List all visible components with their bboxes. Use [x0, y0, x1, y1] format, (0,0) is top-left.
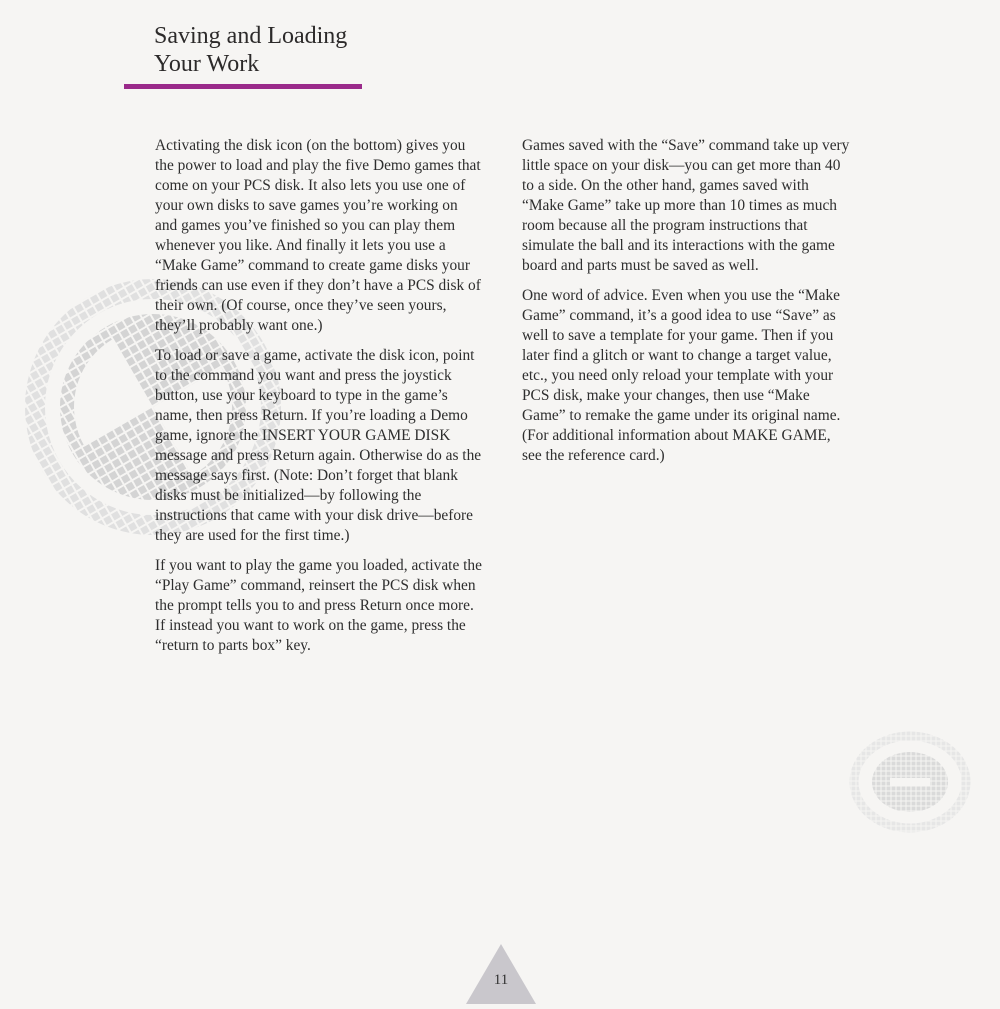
paragraph: Games saved with the “Save” command take up very little space on your disk—you can get more than 40 to a side. On the other hand, games saved with “Make Game” take up more than 10 times as much room because all the program instructions that simulate the ball and its interactions with the game board and parts must be saved as well. — [522, 137, 850, 274]
page-number: 11 — [493, 972, 509, 988]
paragraph: One word of advice. Even when you use the “Make Game” command, it’s a good idea to use “Save” as well to save a template for your game. Then if you later find a glitch or want to change a target value, etc., you need only reload your template with your PCS disk, make your changes, then use “Make Game” to remake the game under its original name. (For additional information about MAKE GAME, see the reference card.) — [522, 287, 841, 464]
page-number-marker — [464, 942, 538, 1004]
page-title-line2: Your Work — [154, 51, 260, 77]
page-title — [154, 22, 347, 78]
paragraph: If you want to play the game you loaded, activate the “Play Game” command, reinsert the PCS disk when the prompt tells you to and press Return once more. If instead you want to work on the game, press the “return to parts box” key. — [155, 557, 482, 654]
paragraph: Activating the disk icon (on the bottom) gives you the power to load and play the five Demo games that come on your PCS disk. It also lets you use one of your own disks to save games you’re working on and games you’ve finished so you can play them whenever you like. And finally it lets you use a “Make Game” command to create game disks your friends can use even if they don’t have a PCS disk of their own. (Of course, once they’ve seen yours, they’ll probably want one.) — [155, 137, 481, 334]
paragraph: To load or save a game, activate the disk icon, point to the command you want and press the joystick button, use your keyboard to type in the game’s name, then press Return. If you’re loading a Demo game, ignore the INSERT YOUR GAME DISK message and press Return again. Otherwise do as the message says first. (Note: Don’t forget that blank disks must be initialized—by following the instructions that came with your disk drive—before they are used for the first time.) — [155, 347, 482, 544]
disk-pixel-icon-small — [846, 726, 974, 838]
left-column — [155, 136, 483, 666]
right-column — [522, 136, 850, 476]
page-title-line1: Saving and Loading — [154, 23, 348, 49]
title-underline — [124, 84, 362, 89]
